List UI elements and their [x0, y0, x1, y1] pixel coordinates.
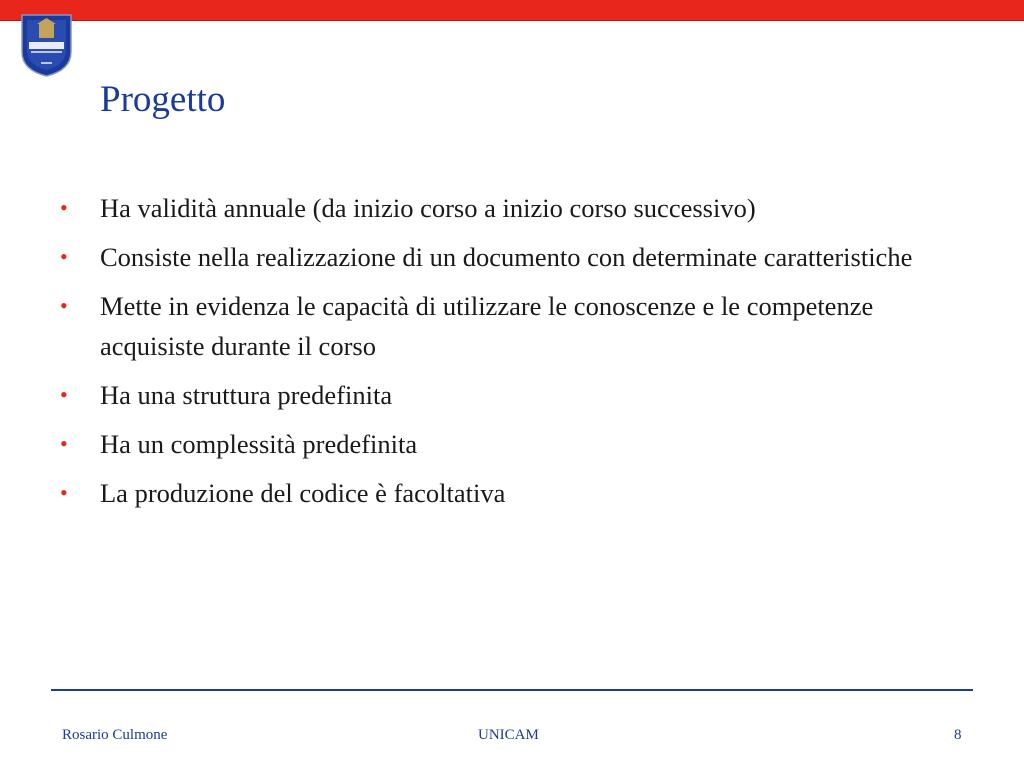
bullet-item	[58, 424, 948, 464]
bullet-dot-icon: •	[60, 382, 68, 407]
bullet-item	[58, 237, 948, 277]
bullet-item	[58, 375, 948, 415]
bullet-dot-icon: •	[60, 195, 68, 220]
bullet-text: Mette in evidenza le capacità di utilizzare le conoscenze e le competenze acquisiste durante il corso	[100, 291, 874, 361]
bullet-text: Ha validità annuale (da inizio corso a inizio corso successivo)	[100, 193, 756, 223]
footer-divider	[51, 689, 973, 691]
footer-institution: UNICAM	[478, 727, 539, 743]
unicam-logo-icon	[19, 12, 74, 78]
bullet-dot-icon: •	[60, 431, 68, 456]
bullet-text: La produzione del codice è facoltativa	[100, 478, 506, 508]
bullet-text: Consiste nella realizzazione di un documento con determinate caratteristiche	[100, 242, 913, 272]
slide-title: Progetto	[100, 79, 226, 120]
bullet-item	[58, 473, 948, 513]
bullet-list	[58, 188, 948, 522]
bullet-dot-icon: •	[60, 293, 68, 318]
bullet-item	[58, 286, 948, 366]
bullet-text: Ha una struttura predefinita	[100, 380, 393, 410]
footer-page-number: 8	[954, 727, 962, 743]
footer-author: Rosario Culmone	[62, 727, 168, 743]
bullet-dot-icon: •	[60, 480, 68, 505]
top-accent-bar	[0, 0, 1024, 21]
bullet-text: Ha un complessità predefinita	[100, 429, 418, 459]
bullet-dot-icon: •	[60, 244, 68, 269]
bullet-item	[58, 188, 948, 228]
